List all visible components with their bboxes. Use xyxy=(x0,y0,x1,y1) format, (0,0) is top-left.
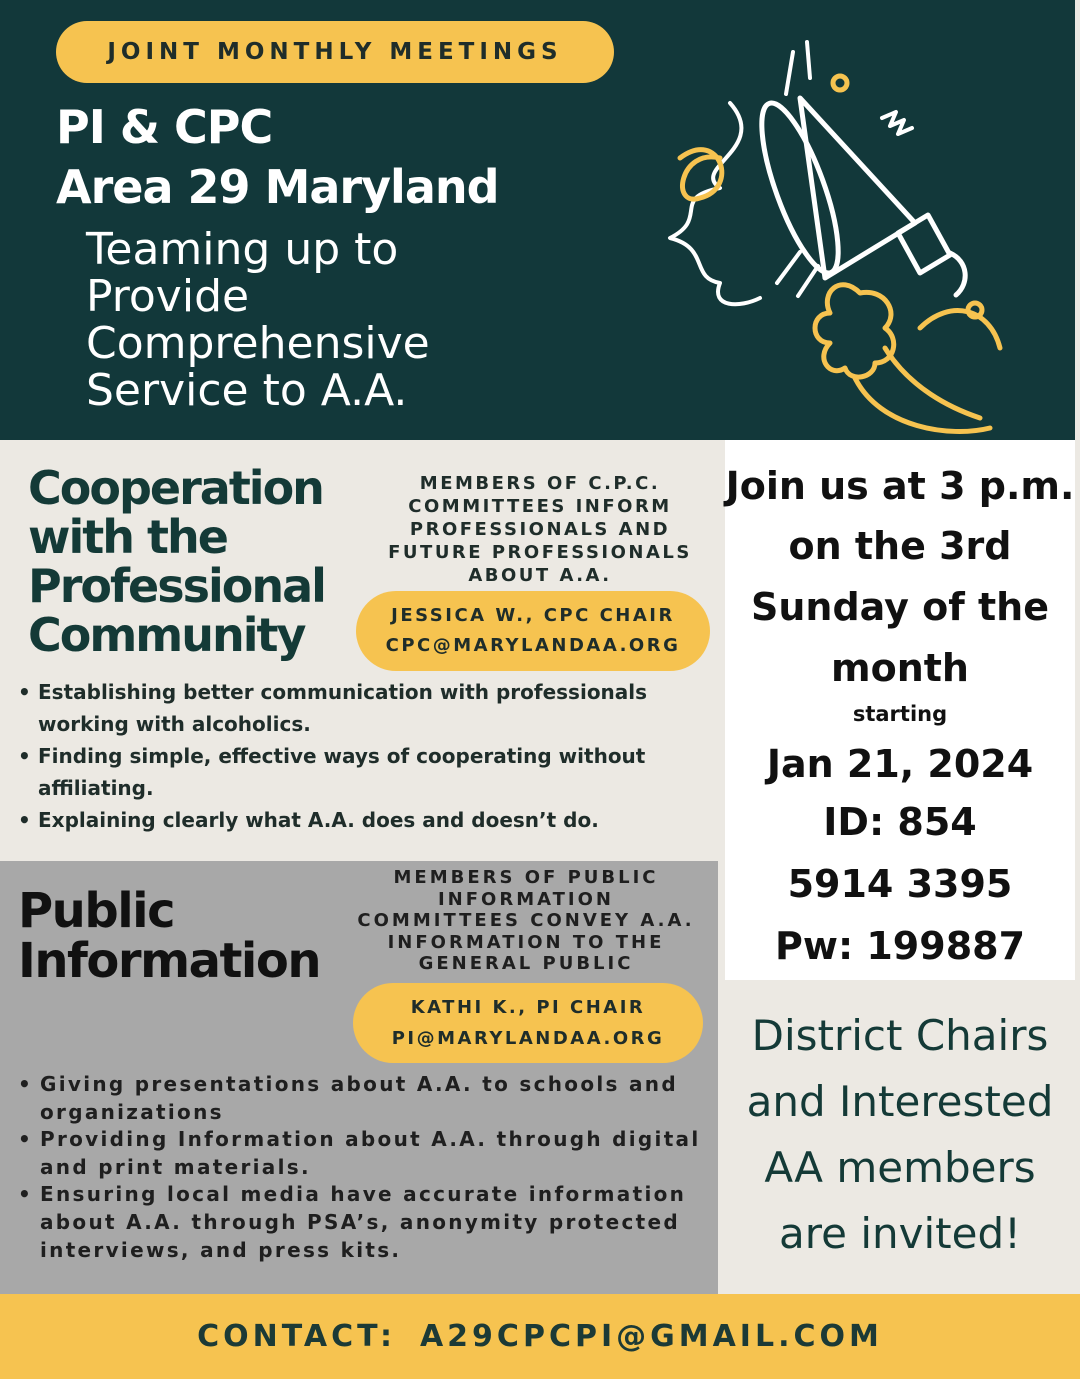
subtitle-line: Service to A.A. xyxy=(86,365,408,416)
header-title-1: PI & CPC xyxy=(56,100,273,154)
meeting-id: ID: 854 xyxy=(823,800,977,844)
pi-bullet-list xyxy=(18,1071,718,1264)
cpc-title-line: Cooperation xyxy=(28,461,323,515)
cpc-title-line: with the xyxy=(28,510,227,564)
invite-panel xyxy=(725,983,1075,1294)
pi-title-line: Public xyxy=(18,883,175,939)
list-item: • Ensuring local media have accurate information about A.A. through PSA’s, anonymity protected interviews, and press kits. xyxy=(18,1181,718,1264)
invite-line: are invited! xyxy=(779,1209,1021,1258)
meeting-password: Pw: 199887 xyxy=(774,924,1026,968)
cpc-title-line: Professional xyxy=(28,559,325,613)
pi-desc-line: MEMBERS OF PUBLIC xyxy=(393,867,659,888)
header-title-2: Area 29 Maryland xyxy=(56,160,499,214)
list-item: • Explaining clearly what A.A. does and doesn’t do. xyxy=(18,804,718,836)
pi-chair: KATHI K., PI CHAIR xyxy=(410,997,646,1018)
subtitle-line: Comprehensive xyxy=(86,318,430,369)
pi-desc-line: INFORMATION xyxy=(437,888,614,910)
meeting-info-panel xyxy=(725,440,1075,980)
meeting-starting: starting xyxy=(852,702,948,726)
contact-label: CONTACT: xyxy=(197,1319,396,1354)
header-subtitle xyxy=(86,226,646,414)
pi-chair-badge xyxy=(353,983,703,1063)
pi-desc-line: INFORMATION TO THE xyxy=(387,931,665,953)
subtitle-line: Teaming up to xyxy=(86,224,399,275)
megaphone-icon xyxy=(650,28,1030,438)
cpc-description xyxy=(362,472,718,587)
meeting-date: Jan 21, 2024 xyxy=(766,742,1034,786)
invite-line: District Chairs xyxy=(751,1011,1049,1060)
cpc-desc-line: PROFESSIONALS AND xyxy=(409,519,671,540)
pi-desc-line: COMMITTEES CONVEY A.A. xyxy=(357,910,695,931)
meeting-line-2: on the 3rd xyxy=(788,524,1012,568)
meeting-id-rest: 5914 3395 xyxy=(787,862,1013,906)
cpc-desc-line: ABOUT A.A. xyxy=(468,565,612,586)
meetings-badge: JOINT MONTHLY MEETINGS xyxy=(56,21,614,83)
cpc-desc-line: FUTURE PROFESSIONALS xyxy=(388,542,692,563)
pi-title xyxy=(18,883,321,989)
cpc-desc-line: MEMBERS OF C.P.C. xyxy=(419,473,661,494)
cpc-email-link[interactable]: CPC@MARYLANDAA.ORG xyxy=(385,635,681,656)
pi-desc-line: GENERAL PUBLIC xyxy=(418,953,634,974)
cpc-desc-line: COMMITTEES INFORM xyxy=(408,496,672,517)
list-item: • Providing Information about A.A. through digital and print materials. xyxy=(18,1126,718,1181)
invite-line: and Interested xyxy=(746,1077,1054,1126)
list-item: • Establishing better communication with professionals working with alcoholics. xyxy=(18,676,718,740)
pi-description xyxy=(326,867,726,975)
meeting-line-4: month xyxy=(831,646,969,690)
cpc-bullet-list xyxy=(18,676,718,836)
subtitle-line: Provide xyxy=(86,271,250,322)
cpc-chair: JESSICA W., CPC CHAIR xyxy=(391,605,675,626)
meeting-line-1: Join us at 3 p.m. xyxy=(725,464,1075,508)
cpc-title xyxy=(28,461,378,662)
pi-email-link[interactable]: PI@MARYLANDAA.ORG xyxy=(391,1028,665,1049)
list-item: • Giving presentations about A.A. to schools and organizations xyxy=(18,1071,718,1126)
cpc-title-line: Community xyxy=(28,608,305,662)
list-item: • Finding simple, effective ways of cooperating without affiliating. xyxy=(18,740,718,804)
meeting-line-3: Sunday of the xyxy=(750,585,1049,629)
invite-line: AA members xyxy=(764,1143,1036,1192)
contact-email-link[interactable]: A29CPCPI@GMAIL.COM xyxy=(419,1319,883,1354)
cpc-chair-badge xyxy=(356,591,710,671)
contact-footer xyxy=(0,1294,1080,1379)
pi-title-line: Information xyxy=(18,933,321,989)
